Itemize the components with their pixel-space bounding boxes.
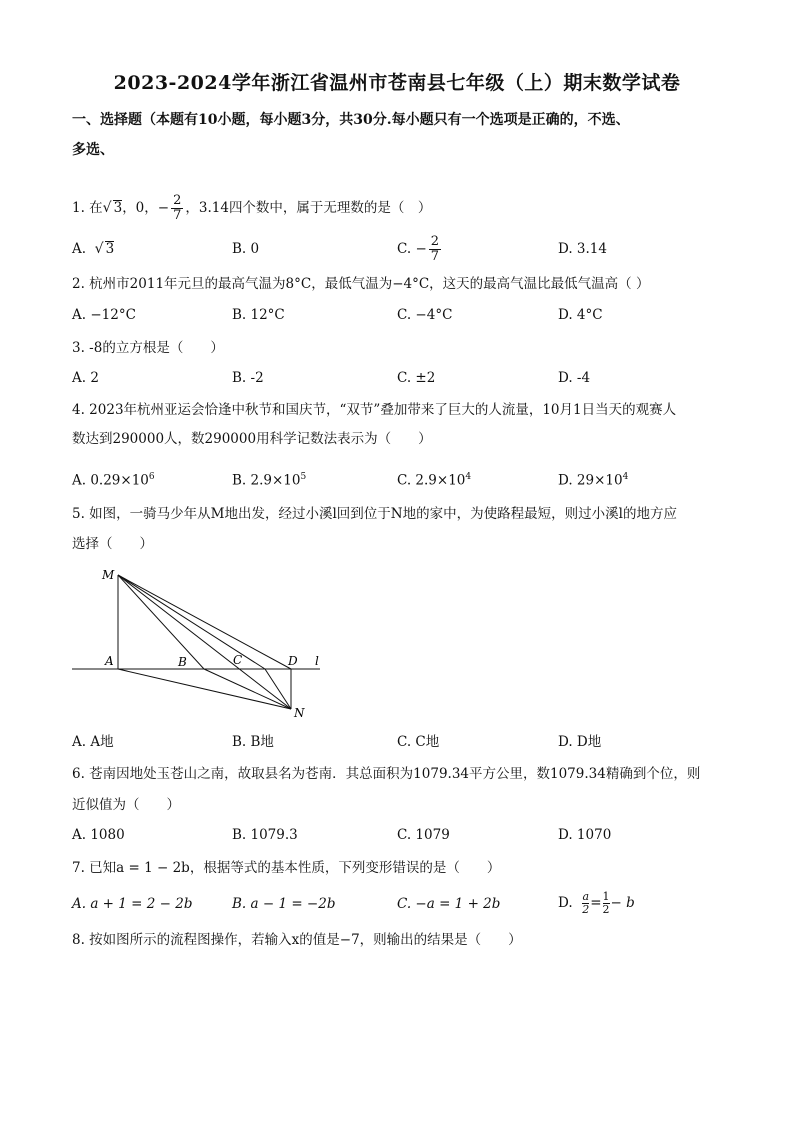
question-5-line2: 选择（ ） [72,536,153,552]
section-heading-line1: 一、选择题（本题有10小题，每小题3分，共30分.每小题只有一个选项是正确的，不选、 [72,112,630,128]
q4-option-a[interactable] [72,468,155,490]
q7-option-d-frac2-num: 1 [602,890,610,903]
label-B: B [178,655,187,669]
q5-option-d[interactable]: D. D地 [558,734,602,750]
question-6-line1: 6. 苍南因地处玉苍山之南，故取县名为苍南．其总面积为1079.34平方公里，数1079.34精确到个位，则 [72,766,701,782]
q1-option-c-num: 2 [430,234,440,249]
q3-option-b[interactable]: B. -2 [232,370,264,386]
q4-option-c-exp: 4 [465,472,472,482]
q1-frac-num: 2 [173,193,182,208]
q1-frac-minus: − [157,200,170,216]
q4-option-b-base: B. 2.9×10 [232,472,301,489]
q1-fraction [171,194,183,223]
question-4-line2: 数达到290000人，数290000用科学记数法表示为（ ） [72,431,432,447]
q1-option-c-den: 7 [430,249,440,264]
q7-option-c[interactable]: C. −a = 1 + 2b [397,896,501,912]
q1-option-c-minus: − [415,241,427,257]
q1-option-b[interactable]: B. 0 [232,241,260,257]
q1-option-c-label: C. [397,241,412,257]
q3-option-c[interactable]: C. ±2 [397,370,436,386]
q3-option-a[interactable]: A. 2 [72,370,99,386]
q1-option-a-value: 3 [105,241,115,257]
question-1 [72,190,431,226]
question-5-line1: 5. 如图，一骑马少年从M地出发，经过小溪l回到位于N地的家中，为使路程最短，则过小溪l的地方应 [72,506,677,522]
q2-option-a[interactable]: A. −12°C [72,307,136,323]
q5-option-a[interactable]: A. A地 [72,734,114,750]
label-D: D [288,654,298,668]
q3-option-d[interactable]: D. -4 [558,370,591,386]
question-8: 8. 按如图所示的流程图操作，若输入x的值是−7，则输出的结果是（ ） [72,932,522,948]
label-N: N [294,706,305,720]
q1-frac-den: 7 [173,208,182,223]
q1-option-c-fraction [429,235,441,264]
q7-option-d-frac1 [582,891,589,916]
question-6-line2: 近似值为（ ） [72,797,180,813]
q6-option-d[interactable]: D. 1070 [558,827,612,843]
label-l: l [315,654,319,668]
q7-option-b[interactable]: B. a − 1 = −2b [232,896,336,912]
q4-option-a-exp: 6 [148,472,155,482]
q4-option-b[interactable] [232,468,306,490]
q4-option-d[interactable] [558,468,628,490]
q1-option-c[interactable] [397,231,443,267]
sqrt-icon: √ [102,200,112,216]
q7-option-d-eq: = [590,895,602,911]
q1-option-d[interactable]: D. 3.14 [558,241,607,257]
q7-option-d-frac1-den: 2 [582,903,590,916]
q7-option-d-label: D. [558,895,573,911]
section-heading-line2: 多选、 [72,142,114,158]
q1-sqrt-arg: 3 [113,200,123,216]
q1-suffix: 四个数中，属于无理数的是（ ） [228,200,432,216]
q7-option-d[interactable] [558,886,635,920]
q4-option-a-base: A. 0.29×10 [72,472,149,489]
label-A: A [105,654,114,668]
q2-option-c[interactable]: C. −4°C [397,307,453,323]
q2-option-b[interactable]: B. 12°C [232,307,285,323]
q4-option-b-exp: 5 [300,472,307,482]
q1-option-a[interactable] [72,240,114,258]
question-3: 3. -8的立方根是（ ） [72,340,224,356]
q5-geometry-figure [70,563,330,723]
q2-option-d[interactable]: D. 4°C [558,307,603,323]
segment-MD [118,575,291,669]
q5-option-b[interactable]: B. B地 [232,734,274,750]
q6-option-c[interactable]: C. 1079 [397,827,450,843]
q4-option-d-exp: 4 [622,472,629,482]
q4-option-c-base: C. 2.9×10 [397,472,466,489]
q1-prefix: 1. 在 [72,200,103,216]
q6-option-a[interactable]: A. 1080 [72,827,125,843]
q1-comma: ， [185,200,199,216]
q7-option-d-frac2-den: 2 [602,903,610,916]
label-M: M [102,568,115,582]
q4-option-c[interactable] [397,468,471,490]
q1-after-sqrt: ，0， [122,200,158,216]
q1-pi: 3.14 [198,200,229,216]
q5-option-c[interactable]: C. C地 [397,734,440,750]
q7-option-a[interactable]: A. a + 1 = 2 − 2b [72,896,193,912]
label-C: C [233,653,243,667]
question-2: 2. 杭州市2011年元旦的最高气温为8°C，最低气温为−4°C，这天的最高气温比最低气温高（ ） [72,276,650,292]
sqrt-icon: √ [94,241,104,257]
q6-option-b[interactable]: B. 1079.3 [232,827,298,843]
q1-option-a-label: A. [72,241,87,257]
q7-option-d-frac1-num: a [582,890,590,903]
question-7: 7. 已知a = 1 − 2b，根据等式的基本性质，下列变形错误的是（ ） [72,860,501,876]
q4-option-d-base: D. 29×10 [558,472,623,489]
q7-option-d-rest: − b [610,895,635,911]
question-4-line1: 4. 2023年杭州亚运会恰逢中秋节和国庆节，“双节”叠加带来了巨大的人流量，10月1日当天的观赛人 [72,402,677,418]
page-title: 2023-2024学年浙江省温州市苍南县七年级（上）期末数学试卷 [113,72,681,94]
q7-option-d-frac2 [603,891,610,916]
